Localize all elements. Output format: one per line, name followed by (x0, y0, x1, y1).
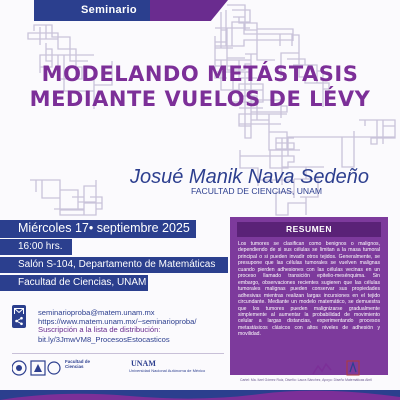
time-bar: 16:00 hrs. (0, 239, 72, 255)
email-link[interactable]: seminarioproba@matem.unam.mx (38, 307, 155, 317)
resumen-text: Los tumores se clasifican como benignos o malignos, dependiendo de si sus células se limitan a la masa tumoral principal o si pueden invadir otros tejidos. Generalmente, se presupone que las células tumorales se vuelven malignas cuando pierden adhesiones con las células vecinas en un proceso llamado transición epitelio-mesénquima. Sin embargo, observaciones recientes sugieren que las células tumorales malignas pueden conservar sus propiedades adhesivas mientras realizan largas incursiones en el tejido circundante. Mediante un modelo matemático, se demuestra que los tumores pueden malignizarse gradualmente simplemente al aumentar la probabilidad de movimiento celular a largas distancias, experimentando procesos metastásicos clásicos con altos niveles de adhesión y movilidad. (238, 241, 380, 338)
faculty-bar: Facultad de Ciencias, UNAM (0, 275, 148, 291)
speaker-affiliation: FACULTAD DE CIENCIAS, UNAM (191, 186, 322, 196)
poster-credits: Cartel: Ma. Itzel Gómez Ruiz, Diseño: Laura Sánchez, Apoyo: Diseño Matemáticas Abril (240, 378, 372, 382)
unam-logo: UNAM (131, 359, 156, 368)
math-dept-logo-icon (346, 360, 360, 376)
walk-path (30, 180, 102, 215)
share-icon (12, 314, 26, 328)
resumen-heading: RESUMEN (237, 222, 381, 237)
title-line-2: MEDIANTE VUELOS DE LÉVY (29, 87, 371, 111)
faculty-logo-text: Facultad de Ciencias (65, 359, 91, 369)
date-bar: Miércoles 17• septiembre 2025 (0, 220, 196, 238)
emblem-icon (48, 362, 60, 374)
bottom-divider (12, 353, 224, 354)
institution-logos (12, 358, 62, 378)
stats-logo-icon (312, 362, 332, 376)
banner-label: Seminario (81, 4, 137, 16)
website-link[interactable]: https://www.matem.unam.mx/~seminarioproba/ (38, 316, 197, 326)
subscription-label: Suscripción a la lista de distribución: (38, 325, 161, 334)
resumen-box (230, 217, 388, 375)
unam-subtitle: Universidad Nacional Autónoma de México (129, 368, 206, 373)
title-line-1: MODELANDO METÁSTASIS (41, 62, 359, 86)
speaker-name: Josué Manik Nava Sedeño (130, 166, 370, 188)
footer-stripe (0, 390, 400, 400)
room-bar: Salón S-104, Departamento de Matemáticas (0, 257, 228, 273)
subscription-link[interactable]: bit.ly/3JmwVM8_ProcesosEstocasticos (38, 335, 170, 344)
